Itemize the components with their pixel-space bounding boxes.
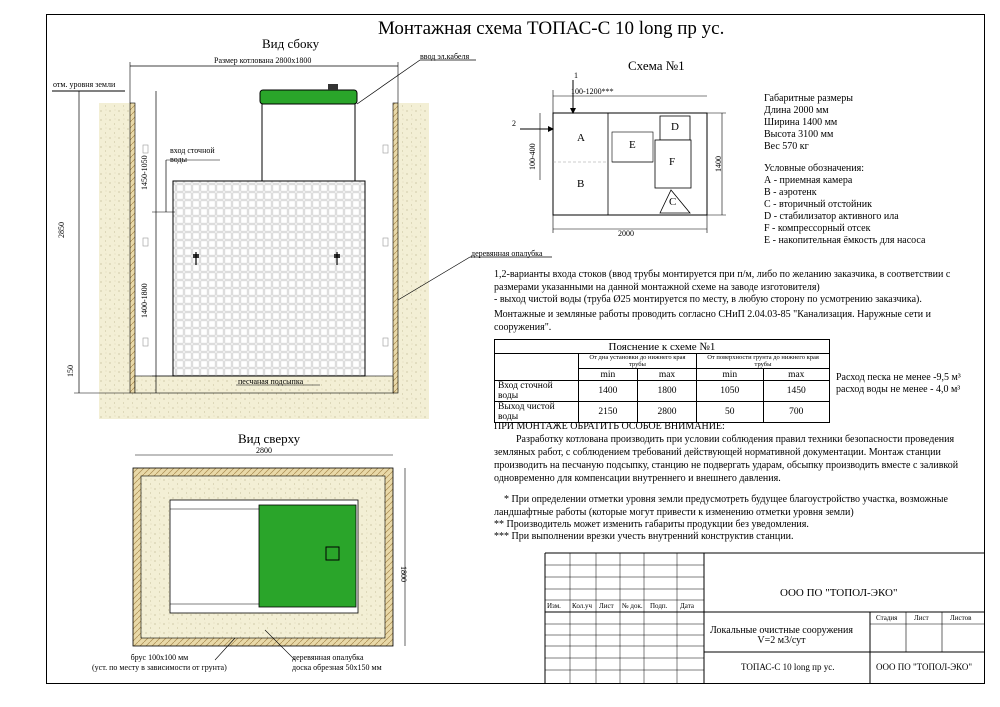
table-cell: 1400: [578, 381, 637, 402]
dim-inlet-depth: 1450-1050: [140, 155, 149, 190]
dimensions-block: [764, 93, 853, 153]
attention-text: Разработку котлована производить при условии соблюдения правил техники безопасности проведения земляных работ, с соблюдением требований действующей нормативной документации. Монтаж станции производить на песчаную подсыпку, станцию не подвергать ударам, обсыпку производить вместе с заливкой одновременно для компенсации внутреннего и внешнего давления.: [494, 434, 959, 484]
stamp-company: ООО ПО "ТОПОЛ-ЭКО": [780, 587, 898, 599]
sewage-inlet-label: вход сточной воды: [170, 146, 215, 164]
drawing-title: Монтажная схема ТОПАС-С 10 long пр ус.: [378, 18, 725, 39]
stamp-col-date: Дата: [680, 602, 694, 610]
note-variants: 1,2-варианты входа стоков (ввод трубы монтируется при п/м, либо по желанию заказчика, в соответствии с размерами указанными на данной монтажной схеме на заводе изготовителя): [494, 269, 951, 293]
formwork-label: деревянная опалубка доска обрезная 50х150 мм: [292, 653, 382, 672]
group-header-1: От дна установки до нижнего края трубы: [578, 354, 696, 369]
legend-item: D - стабилизатор активного ила: [764, 211, 899, 222]
stamp-sheets: Листов: [950, 614, 972, 622]
stamp-sheet: Лист: [914, 614, 929, 622]
dimensions-heading: Габаритные размеры: [764, 93, 853, 104]
subheader: max: [763, 369, 829, 381]
legend-item: С - вторичный отстойник: [764, 199, 872, 210]
table-cell: 50: [697, 402, 763, 423]
table-cell: 1450: [763, 381, 829, 402]
formwork-left: [130, 103, 135, 393]
sand-bed-label: песчаная подсыпка: [238, 377, 304, 386]
row-label: Вход сточной воды: [495, 381, 579, 402]
station-lid: [260, 90, 357, 104]
stamp-col-change: Изм.: [547, 602, 561, 610]
row-label: Выход чистой воды: [495, 402, 579, 423]
compartment-c: C: [669, 196, 677, 208]
scheme-dim-width: 2000: [618, 229, 634, 238]
scheme-dim-depth: 1400: [714, 156, 723, 172]
stamp-col-count: Кол.уч: [572, 602, 592, 610]
table-cell: 1050: [697, 381, 763, 402]
subheader: min: [697, 369, 763, 381]
cable-input-label: ввод эл.кабеля: [420, 52, 470, 61]
stamp-stage: Стадия: [876, 614, 898, 622]
table-row: [495, 381, 830, 402]
stamp-col-doc: № док.: [622, 602, 643, 610]
dimension-weight: Вес 570 кг: [764, 141, 809, 152]
stamp-col-sign: Подп.: [650, 602, 668, 610]
note-outlet: - выход чистой воды (труба Ø25 монтируется по месту, в любую сторону по усмотрению заказчика).: [494, 294, 922, 305]
subheader: min: [578, 369, 637, 381]
stamp-model: ТОПАС-С 10 long пр ус.: [741, 662, 835, 672]
table-cell: 2150: [578, 402, 637, 423]
table-cell: 700: [763, 402, 829, 423]
dimension-width: Ширина 1400 мм: [764, 117, 838, 128]
legend-item: E - накопительная ёмкость для насоса: [764, 235, 926, 246]
top-view-graphic: [133, 455, 405, 660]
side-view-heading: Вид сбоку: [262, 36, 320, 51]
legend-item: F - компрессорный отсек: [764, 223, 871, 234]
subheader: max: [637, 369, 696, 381]
stamp-col-sheet: Лист: [599, 602, 614, 610]
water-consumption: расход воды не менее - 4,0 м³: [836, 384, 961, 395]
compartment-b: B: [577, 178, 585, 190]
footnote-1: * При определении отметки уровня земли предусмотреть будущее благоустройство участка, возможные ландшафтные работы (которые могут привести к изменению отметки уровня земли): [494, 494, 948, 518]
stamp-product: Локальные очистные сооружения V=2 м3/сут: [710, 625, 853, 646]
explanation-heading: Пояснение к схеме №1: [495, 340, 830, 354]
table-row: [495, 402, 830, 423]
table-cell: 1800: [637, 381, 696, 402]
compartment-e: E: [629, 139, 636, 151]
dimension-length: Длина 2000 мм: [764, 105, 829, 116]
pit-size-label: Размер котлована 2800x1800: [214, 56, 312, 65]
legend-item: А - приемная камера: [764, 175, 853, 186]
lid-handle: [328, 84, 338, 90]
top-lid: [259, 505, 356, 607]
sand-consumption: Расход песка не менее -9,5 м³: [836, 372, 961, 383]
wooden-formwork-label: деревянная опалубка: [471, 249, 543, 258]
legend-item: В - аэротенк: [764, 187, 817, 198]
dimension-height: Высота 3100 мм: [764, 129, 834, 140]
scheme-1-graphic: [520, 80, 726, 233]
explanation-table: [494, 339, 830, 423]
inlet-2-label: 2: [512, 119, 516, 128]
station-body: [173, 181, 365, 376]
legend-block: [764, 163, 925, 247]
compartment-d: D: [671, 121, 679, 133]
dim-total-height: 2850: [57, 222, 66, 238]
top-dim-length: 2800: [256, 446, 272, 455]
beam-label: брус 100х100 мм (уст. по месту в зависимости от грунта): [92, 653, 227, 672]
note-snip: Монтажные и земляные работы проводить согласно СНиП 2.04.03-85 "Канализация. Наружные сети и сооружения".: [494, 309, 931, 333]
inlet-1-label: 1: [574, 71, 578, 80]
scheme-heading: Схема №1: [628, 58, 685, 73]
dim-sand-bed: 150: [66, 365, 75, 377]
compartment-f: F: [669, 156, 676, 168]
station-neck: [262, 103, 355, 181]
attention-heading: ПРИ МОНТАЖЕ ОБРАТИТЬ ОСОБОЕ ВНИМАНИЕ:: [494, 421, 725, 432]
top-dim-width: 1800: [399, 566, 408, 582]
legend-heading: Условные обозначения:: [764, 163, 865, 174]
top-view-heading: Вид сверху: [238, 431, 301, 446]
dim-inlet-height: 1400-1800: [140, 283, 149, 318]
footnote-2: ** Производитель может изменить габариты продукции без уведомления.: [494, 519, 809, 530]
table-cell: 2800: [637, 402, 696, 423]
footnote-3: *** При выполнении врезки учесть внутренний конструктив станции.: [494, 531, 794, 542]
group-header-2: От поверхности грунта до нижнего края трубы: [697, 354, 830, 369]
ground-level-label: отм. уровня земли: [53, 80, 116, 89]
scheme-dim-offset: 100-1200***: [571, 87, 614, 96]
side-view-graphic: [52, 60, 552, 419]
stamp-company-2: ООО ПО "ТОПОЛ-ЭКО": [876, 662, 973, 672]
explanation-corner: [495, 354, 579, 381]
formwork-right: [393, 103, 398, 393]
scheme-dim-side: 100-400: [528, 143, 537, 170]
compartment-a: A: [577, 132, 585, 144]
